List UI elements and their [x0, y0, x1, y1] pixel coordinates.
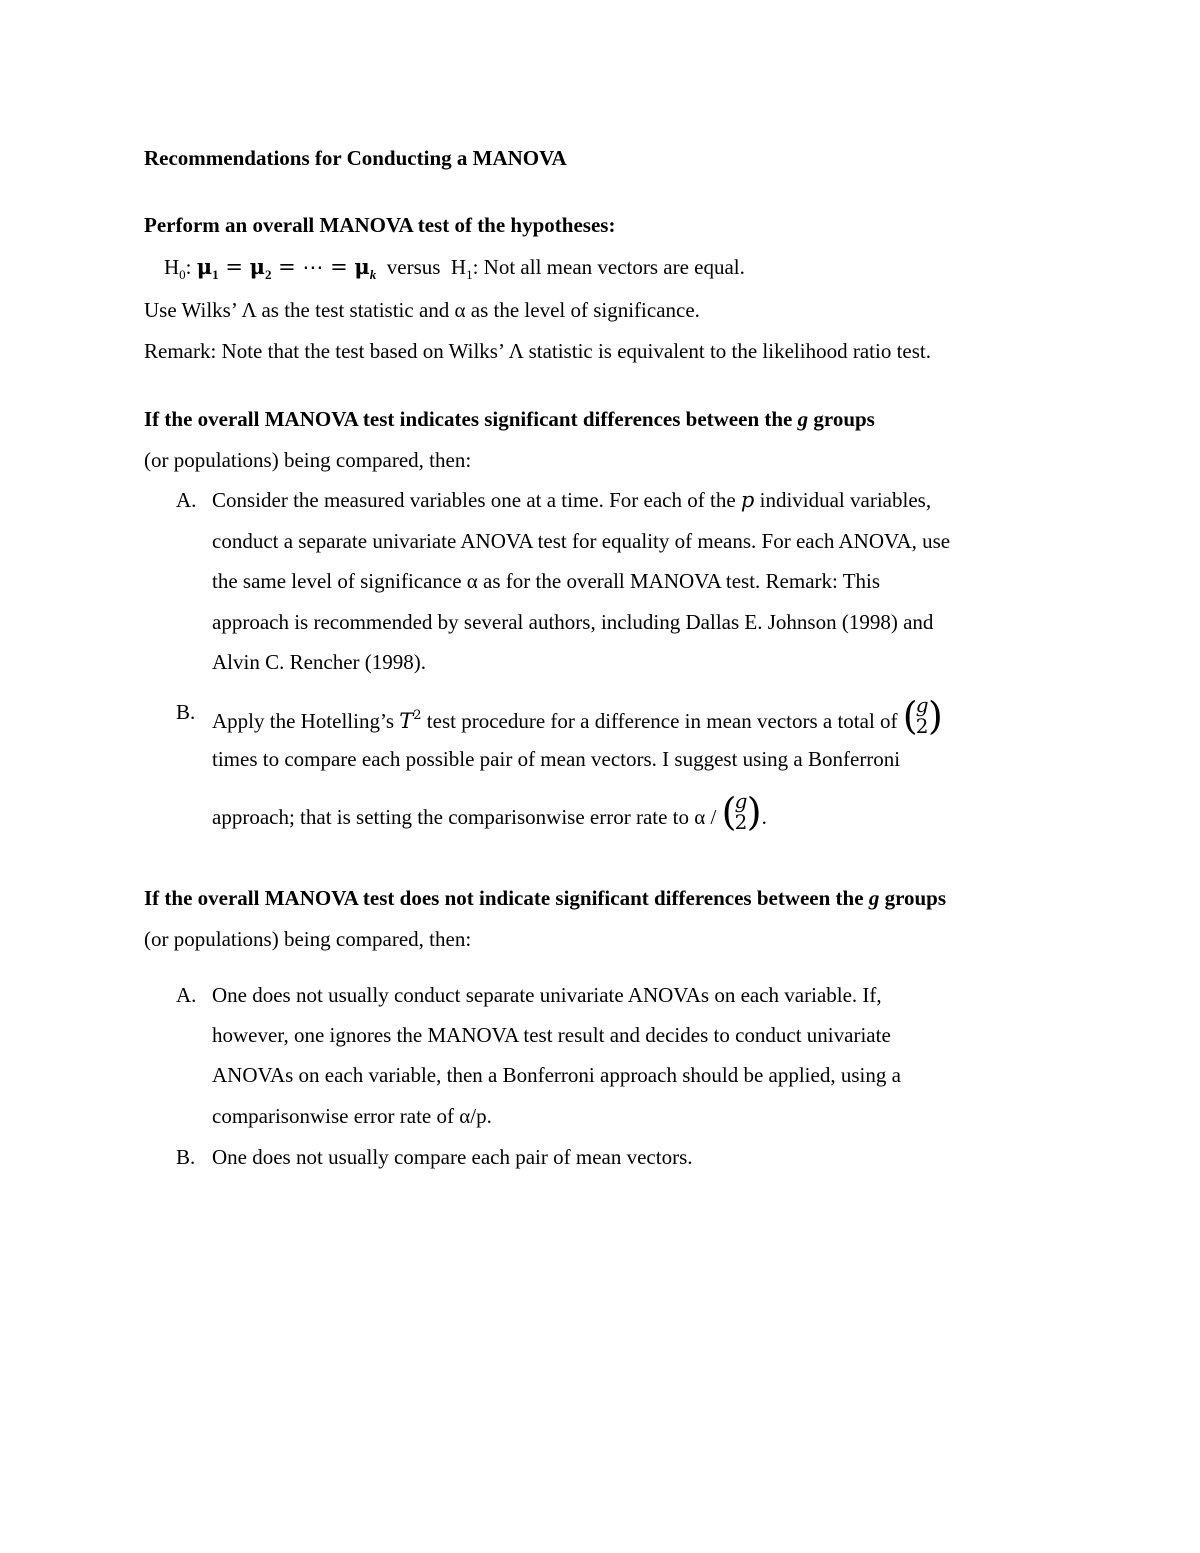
- h0-subscript: 0: [179, 267, 186, 282]
- mu-subscript-2: 2: [264, 267, 272, 282]
- sig-item-a-line-3: the same level of significance α as for the overall MANOVA test. Remark: This: [212, 569, 881, 593]
- nonsignificant-continuation: (or populations) being compared, then:: [144, 927, 472, 951]
- significant-heading-pre: If the overall MANOVA test indicates significant differences between the: [144, 407, 798, 431]
- mu-symbol: μ: [196, 254, 213, 279]
- list-marker-a: A.: [176, 488, 197, 512]
- sig-item-a-text: individual variables,: [754, 488, 932, 512]
- versus-word: versus: [386, 255, 441, 279]
- nonsig-item-a-line-2: however, one ignores the MANOVA test result and decides to conduct univariate: [212, 1023, 891, 1047]
- p-symbol: p: [740, 488, 755, 512]
- sig-item-b-text: .: [761, 805, 767, 829]
- t-superscript: 2: [413, 708, 422, 723]
- mu-subscript-k: k: [369, 267, 377, 282]
- equals-sign: =: [218, 255, 250, 279]
- equals-ellipsis: = ⋯ =: [271, 255, 355, 279]
- sig-item-b-text: approach; that is setting the comparisonwise error rate to α /: [212, 805, 722, 829]
- h1-label: H: [450, 255, 467, 279]
- list-marker-b: B.: [176, 1145, 196, 1169]
- sig-item-a-line-1: [212, 486, 931, 514]
- sig-item-a-line-4: approach is recommended by several authors, including Dallas E. Johnson (1998) and: [212, 610, 934, 634]
- list-marker-a: A.: [176, 983, 197, 1007]
- g-symbol: g: [797, 407, 809, 431]
- sig-item-b-line-3: [212, 789, 767, 838]
- h0-colon: :: [185, 255, 192, 279]
- sig-item-a-line-2: conduct a separate univariate ANOVA test for equality of means. For each ANOVA, use: [212, 529, 951, 553]
- binomial-top: g: [915, 693, 929, 717]
- sig-item-a-text: Consider the measured variables one at a time. For each of the: [212, 488, 741, 512]
- nonsig-item-a-line-1: One does not usually conduct separate univariate ANOVAs on each variable. If,: [212, 983, 882, 1007]
- sig-item-b-text: Apply the Hotelling’s: [212, 709, 400, 733]
- sig-item-b-text: test procedure for a difference in mean vectors a total of: [421, 709, 903, 733]
- g-symbol: g: [868, 886, 880, 910]
- hypotheses-line: [164, 253, 745, 289]
- h0-label: H: [164, 255, 180, 279]
- sig-item-b-line-1: [212, 693, 943, 742]
- remark-line: Remark: Note that the test based on Wilks’ Λ statistic is equivalent to the likelihood ratio test.: [144, 339, 931, 363]
- significant-heading-post: groups: [808, 407, 875, 431]
- mu-symbol: μ: [249, 254, 265, 279]
- binomial-g-choose-2: ( g 2 ): [902, 693, 943, 738]
- sig-item-a-line-5: Alvin C. Rencher (1998).: [212, 650, 427, 674]
- binomial-g-choose-2: ( g 2 ): [721, 789, 762, 834]
- wilks-line: Use Wilks’ Λ as the test statistic and α as the level of significance.: [144, 298, 700, 322]
- h1-text: : Not all mean vectors are equal.: [472, 255, 745, 279]
- significant-heading: [144, 405, 875, 433]
- sig-item-b-line-2: times to compare each possible pair of mean vectors. I suggest using a Bonferroni: [212, 747, 901, 771]
- nonsignificant-heading-post: groups: [879, 886, 947, 910]
- list-marker-b: B.: [176, 700, 196, 724]
- nonsig-item-a-line-4: comparisonwise error rate of α/p.: [212, 1104, 492, 1128]
- binomial-top: g: [734, 789, 748, 813]
- overall-test-heading: Perform an overall MANOVA test of the hypotheses:: [144, 213, 616, 237]
- nonsignificant-heading: [144, 884, 946, 912]
- page-title: Recommendations for Conducting a MANOVA: [144, 146, 567, 170]
- mu-symbol: μ: [354, 254, 370, 279]
- t-symbol: T: [399, 709, 414, 733]
- nonsignificant-heading-pre: If the overall MANOVA test does not indicate significant differences between the: [144, 886, 869, 910]
- binomial-bottom: 2: [734, 810, 748, 834]
- nonsig-item-b-line-1: One does not usually compare each pair of mean vectors.: [212, 1145, 693, 1169]
- mu-subscript-1: 1: [212, 267, 219, 282]
- h1-subscript: 1: [466, 267, 473, 282]
- nonsig-item-a-line-3: ANOVAs on each variable, then a Bonferroni approach should be applied, using a: [212, 1063, 901, 1087]
- binomial-bottom: 2: [915, 714, 929, 738]
- significant-continuation: (or populations) being compared, then:: [144, 448, 472, 472]
